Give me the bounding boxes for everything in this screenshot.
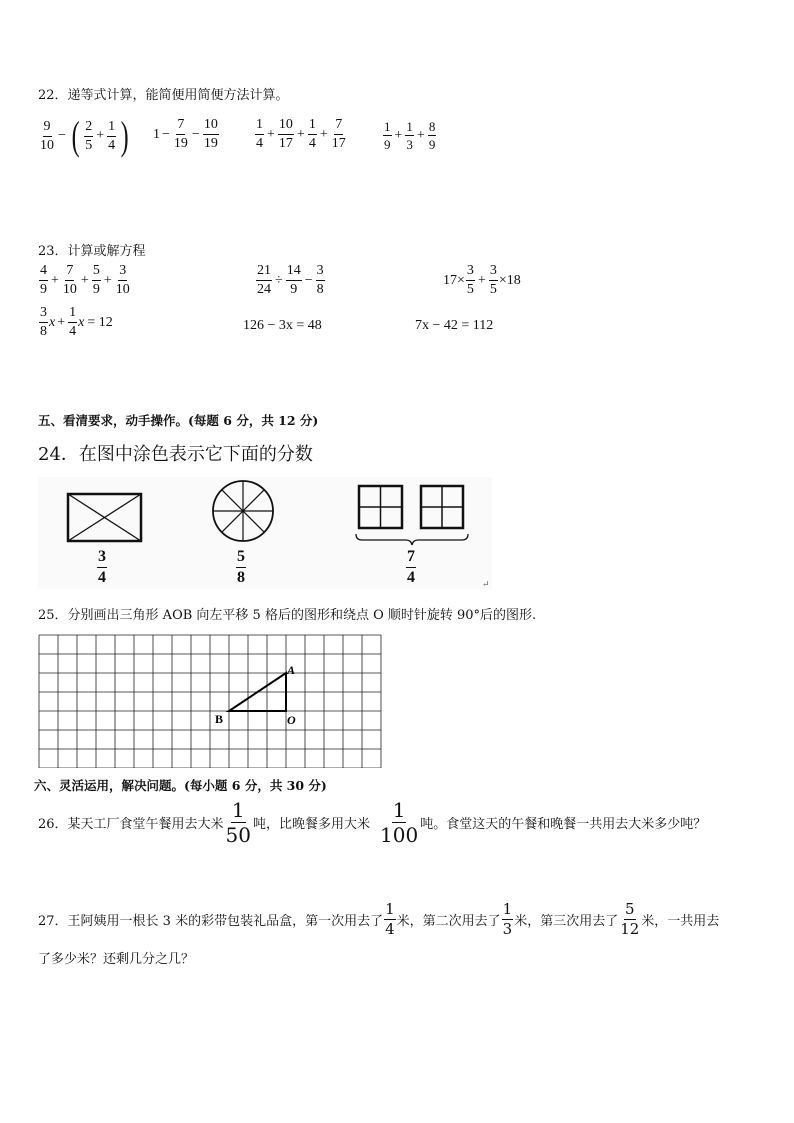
q26-text: 26．某天工厂食堂午餐用去大米 $\frac{1}{50}$ 吨，比晚餐多用大米 $\frac{1}{100}$ 吨。食堂这天的午餐和晚餐一共用去大米多少吨？ (38, 798, 707, 847)
fraction: $\frac{3}{8}$ (316, 263, 324, 297)
q22-title: 22．递等式计算，能简便用简便方法计算。 (38, 88, 289, 103)
q23-expr2: $\frac{21}{24}$ ÷ $\frac{14}{9}$ − $\frac{3}{8}$ (257, 263, 324, 297)
label-point-a: A (287, 663, 296, 677)
grid-svg (38, 634, 382, 768)
fraction: $\frac{7}{17}$ (331, 117, 346, 151)
fraction: $\frac{1}{50}$ (225, 798, 251, 847)
fraction: $\frac{1}{4}$ (256, 117, 263, 151)
squares-figure (356, 486, 468, 545)
q23-title: 23．计算或解方程 (38, 244, 146, 259)
fraction-label-squares: $\frac{7}{4}$ (407, 548, 415, 586)
q27-line2: 了多少米？还剩几分之几？ (38, 952, 195, 967)
fraction: $\frac{21}{24}$ (257, 263, 271, 297)
q22-expr1: $\frac{9}{10}$ − ( $\frac{2}{5}$ + $\frac{1}{4}$ ) (40, 113, 129, 158)
q22-expr2: 1 − $\frac{7}{19}$ − $\frac{10}{19}$ (153, 117, 218, 151)
fraction: $\frac{3}{8}$ (40, 305, 47, 339)
q25-title: 25．分别画出三角形 AOB 向左平移 5 格后的图形和绕点 O 顺时针旋转 90°后的图形. (38, 608, 537, 623)
fraction: $\frac{10}{17}$ (278, 117, 293, 151)
fraction: $\frac{9}{10}$ (40, 118, 54, 153)
q23-expr1: $\frac{4}{9}$ + $\frac{7}{10}$ + $\frac{5}{9}$ + $\frac{3}{10}$ (40, 263, 130, 297)
q23-expr4: $\frac{3}{8}$ x + $\frac{1}{4}$ x = 12 (40, 305, 113, 339)
fraction: $\frac{1}{4}$ (308, 117, 316, 151)
q25-grid (38, 634, 382, 772)
fraction: $\frac{3}{5}$ (466, 263, 474, 297)
fraction: $\frac{1}{3}$ (502, 900, 513, 938)
label-point-o: O (287, 713, 296, 727)
q23-expr5: 126 − 3x = 48 (243, 318, 322, 333)
fraction: $\frac{1}{3}$ (406, 119, 413, 152)
fraction: $\frac{1}{9}$ (384, 119, 391, 152)
rectangle-figure (68, 494, 141, 541)
fraction: $\frac{1}{100}$ (380, 798, 419, 847)
circle-figure (213, 481, 273, 541)
q23-expr3: 17× $\frac{3}{5}$ + $\frac{3}{5}$ ×18 (443, 263, 521, 297)
fraction: $\frac{1}{4}$ (69, 305, 77, 339)
fraction: $\frac{10}{19}$ (203, 117, 218, 151)
fraction: $\frac{4}{9}$ (40, 263, 47, 297)
fraction: $\frac{7}{10}$ (62, 263, 77, 297)
label-point-b: B (215, 712, 224, 726)
fraction: $\frac{8}{9}$ (428, 119, 436, 152)
q22-expr3: $\frac{1}{4}$ + $\frac{10}{17}$ + $\frac{1}{4}$ + $\frac{7}{17}$ (256, 117, 346, 151)
fraction-label-circle: $\frac{5}{8}$ (237, 548, 245, 586)
fraction: $\frac{1}{4}$ (385, 900, 395, 938)
svg-text:↵: ↵ (482, 580, 490, 589)
fraction: $\frac{3}{5}$ (489, 263, 497, 297)
q24-title: 24．在图中涂色表示它下面的分数 (38, 444, 313, 465)
q27-text: 27．王阿姨用一根长 3 米的彩带包装礼品盒，第一次用去了 $\frac{1}{4}$ 米，第二次用去了 $\frac{1}{3}$ 米，第三次用去了 $\frac{5}{12}$ 米，一共用去 (38, 900, 720, 938)
q24-figure-strip (38, 477, 492, 589)
fraction: $\frac{5}{9}$ (92, 263, 100, 297)
q23-expr6: 7x − 42 = 112 (415, 318, 494, 333)
fraction-label-rectangle: $\frac{3}{4}$ (98, 548, 106, 586)
fraction: $\frac{1}{4}$ (108, 118, 116, 153)
fraction: $\frac{5}{12}$ (620, 900, 640, 938)
fraction: $\frac{7}{19}$ (173, 117, 188, 151)
q22-expr4: $\frac{1}{9}$ + $\frac{1}{3}$ + $\frac{8}{9}$ (384, 119, 436, 152)
section-five-heading: 五、看清要求，动手操作。(每题 6 分，共 12 分) (38, 413, 319, 428)
fraction: $\frac{3}{10}$ (115, 263, 130, 297)
fraction: $\frac{2}{5}$ (85, 118, 93, 153)
fraction: $\frac{14}{9}$ (286, 263, 301, 297)
section-six-heading: 六、灵活运用，解决问题。(每小题 6 分，共 30 分) (34, 778, 327, 793)
